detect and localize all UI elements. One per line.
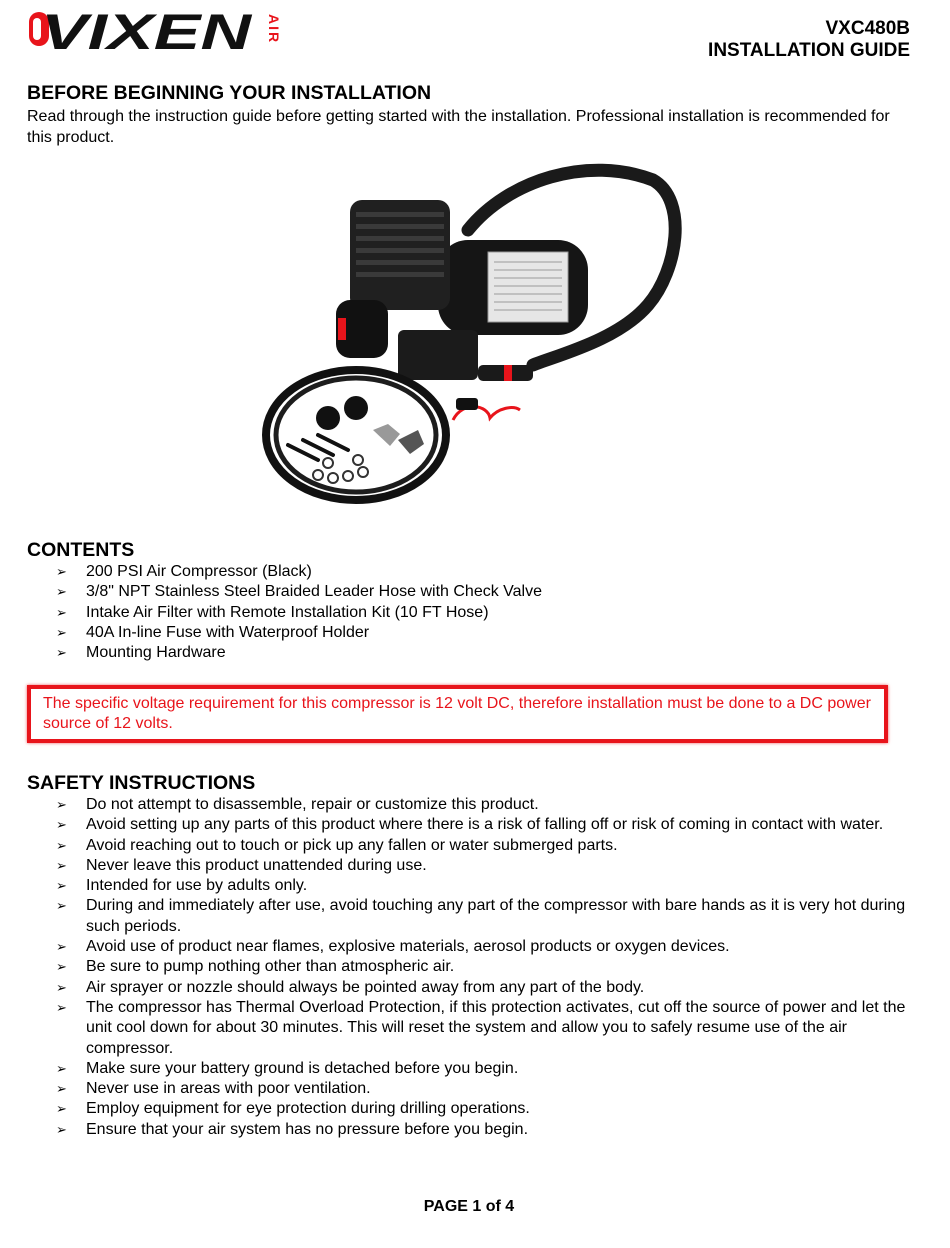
arrow-bullet-icon: ➢	[56, 817, 67, 833]
safety-heading: SAFETY INSTRUCTIONS	[27, 772, 256, 794]
list-item: ➢ Ensure that your air system has no pressure before you begin.	[56, 1120, 916, 1140]
arrow-bullet-icon: ➢	[56, 797, 67, 812]
arrow-bullet-icon: ➢	[56, 857, 67, 873]
list-item: ➢ Employ equipment for eye protection during drilling operations.	[56, 1099, 916, 1119]
list-item: ➢ During and immediately after use, avoid touching any part of the compressor with bare hands as it is very hot during such periods.	[56, 897, 906, 935]
list-item: ➢ Do not attempt to disassemble, repair or customize this product.	[56, 795, 916, 815]
arrow-bullet-icon: ➢	[56, 604, 67, 620]
arrow-bullet-icon: ➢	[56, 898, 67, 914]
arrow-bullet-icon: ➢	[56, 1101, 67, 1117]
arrow-bullet-icon: ➢	[56, 878, 67, 894]
voltage-warning-text: The specific voltage requirement for this compressor is 12 volt DC, therefore installation must be done to a DC power source of 12 volts.	[43, 695, 871, 732]
list-item: ➢ Avoid use of product near flames, explosive materials, aerosol products or oxygen devices.	[56, 937, 916, 957]
arrow-bullet-icon: ➢	[56, 837, 67, 853]
arrow-bullet-icon: ➢	[56, 999, 67, 1015]
intro-text: Read through the instruction guide before getting started with the installation. Professional installation is recommended for this product.	[27, 108, 890, 146]
arrow-bullet-icon: ➢	[56, 1121, 67, 1137]
document-title: INSTALLATION GUIDE	[708, 40, 910, 61]
product-photo	[258, 160, 688, 520]
vixen-air-logo	[27, 4, 282, 60]
page-number: PAGE 1 of 4	[423, 1198, 515, 1215]
list-item: ➢ Avoid setting up any parts of this product where there is a risk of falling off or risk of coming in contact with water.	[56, 815, 916, 835]
svg-text:VIXEN: VIXEN	[41, 4, 253, 60]
arrow-bullet-icon: ➢	[56, 959, 67, 975]
list-item: ➢ Never use in areas with poor ventilation.	[56, 1079, 916, 1099]
document-header	[708, 18, 910, 62]
list-item: ➢ 40A In-line Fuse with Waterproof Holder	[56, 623, 916, 643]
arrow-bullet-icon: ➢	[56, 1060, 67, 1076]
list-item: ➢ Make sure your battery ground is detached before you begin.	[56, 1059, 916, 1079]
list-item: ➢ Be sure to pump nothing other than atmospheric air.	[56, 957, 916, 977]
model-number: VXC480B	[825, 18, 910, 39]
arrow-bullet-icon: ➢	[56, 624, 67, 640]
intro-heading: BEFORE BEGINNING YOUR INSTALLATION	[27, 82, 432, 104]
arrow-bullet-icon: ➢	[56, 564, 67, 579]
contents-heading: CONTENTS	[27, 539, 135, 561]
list-item: ➢ The compressor has Thermal Overload Protection, if this protection activates, cut off the source of power and let the unit cool down for about 30 minutes. This will reset the system and allow you to safely resume use of the air compressor.	[56, 998, 906, 1057]
brand-logo	[27, 4, 282, 60]
list-item: ➢ Intake Air Filter with Remote Installation Kit (10 FT Hose)	[56, 603, 916, 623]
list-item: ➢ Avoid reaching out to touch or pick up any fallen or water submerged parts.	[56, 836, 916, 856]
arrow-bullet-icon: ➢	[56, 939, 67, 955]
safety-list	[56, 795, 916, 1140]
voltage-warning-box	[27, 685, 888, 743]
list-item: ➢ 200 PSI Air Compressor (Black)	[56, 562, 916, 582]
arrow-bullet-icon: ➢	[56, 1081, 67, 1097]
svg-text:AIR: AIR	[266, 14, 282, 45]
list-item: ➢ Never leave this product unattended during use.	[56, 856, 916, 876]
list-item: ➢ Air sprayer or nozzle should always be pointed away from any part of the body.	[56, 978, 916, 998]
arrow-bullet-icon: ➢	[56, 979, 67, 995]
list-item: ➢ Intended for use by adults only.	[56, 876, 916, 896]
contents-list	[56, 562, 916, 663]
arrow-bullet-icon: ➢	[56, 584, 67, 600]
list-item: ➢ Mounting Hardware	[56, 643, 916, 663]
list-item: ➢ 3/8" NPT Stainless Steel Braided Leader Hose with Check Valve	[56, 582, 916, 602]
arrow-bullet-icon: ➢	[56, 645, 67, 661]
